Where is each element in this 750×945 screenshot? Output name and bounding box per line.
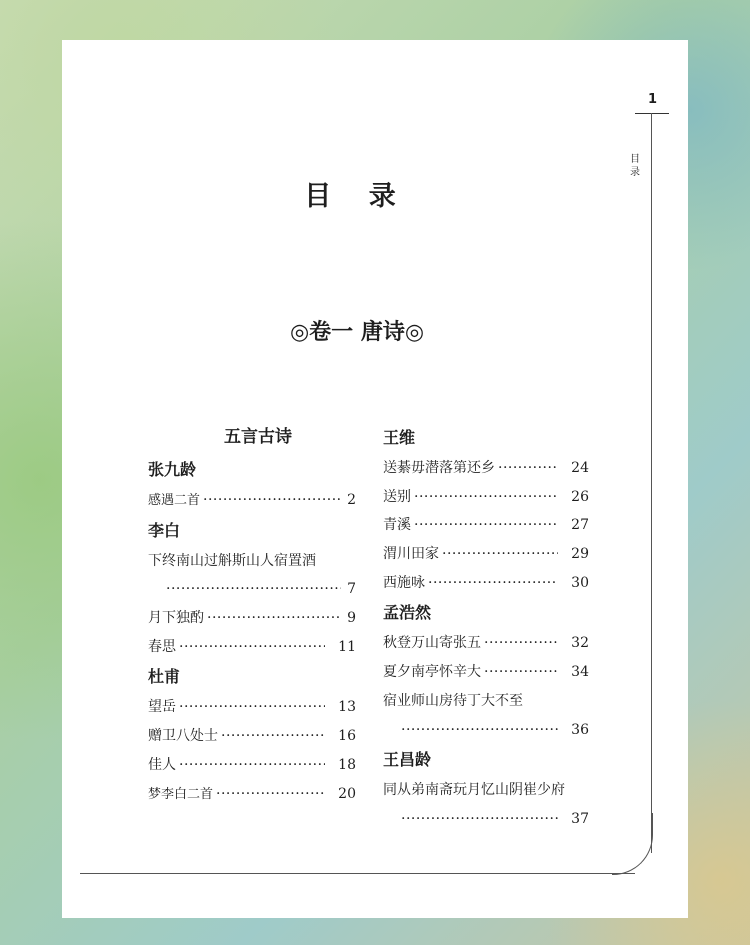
frame-line-corner (612, 813, 653, 875)
author-heading: 李白 (148, 520, 181, 540)
toc-entry-page: 34 (571, 664, 589, 681)
toc-entry-page: 26 (571, 488, 589, 505)
toc-entry-page: 7 (347, 581, 356, 598)
toc-entry[interactable] (383, 454, 589, 483)
side-tab-char: 目 (630, 154, 640, 165)
toc-entry-page: 18 (338, 756, 356, 773)
volume-heading: ◎卷一 唐诗◎ (289, 319, 425, 345)
toc-entry-title: 送綦毋潜落第还乡 (383, 460, 495, 476)
toc-entry[interactable] (148, 604, 356, 633)
page-number: 1 (648, 92, 658, 107)
toc-leader-dots (221, 722, 325, 751)
toc-leader-dots (401, 716, 558, 745)
toc-leader-dots (414, 483, 558, 512)
toc-entry-page: 9 (347, 610, 356, 627)
toc-entry-title: 青溪 (383, 517, 411, 534)
toc-entry-title: 西施咏 (383, 574, 425, 591)
toc-entry-page: 36 (571, 721, 589, 738)
genre-heading: 五言古诗 (224, 427, 292, 447)
page-title: 目 录 (304, 181, 410, 212)
toc-leader-dots (428, 569, 558, 598)
toc-entry-page: 37 (571, 810, 589, 827)
toc-entry-page: 16 (338, 728, 356, 745)
toc-leader-dots (203, 486, 341, 515)
toc-entry-page: 24 (571, 460, 589, 476)
toc-entry-continuation[interactable] (148, 575, 356, 604)
toc-entry-title[interactable]: 宿业师山房待丁大不至 (383, 692, 523, 709)
toc-entry[interactable] (383, 629, 589, 658)
toc-entry-page: 32 (571, 635, 589, 652)
toc-entry-page: 13 (338, 699, 356, 716)
author-heading: 张九龄 (148, 460, 197, 479)
toc-entry-page: 30 (571, 574, 589, 591)
toc-entry-title: 送别 (383, 488, 411, 505)
toc-entry[interactable] (383, 658, 589, 687)
toc-entry[interactable] (148, 751, 356, 780)
toc-entry-title: 秋登万山寄张五 (383, 635, 481, 652)
toc-column-left (148, 422, 356, 808)
toc-entry[interactable] (383, 569, 589, 598)
toc-entry[interactable] (383, 511, 589, 540)
author-heading: 杜甫 (148, 667, 181, 687)
toc-entry-title: 望岳 (148, 699, 176, 716)
book-page (62, 40, 688, 918)
toc-leader-dots (484, 658, 558, 687)
toc-entry[interactable] (383, 483, 589, 512)
toc-entry-page: 11 (338, 638, 356, 655)
toc-entry[interactable] (148, 633, 356, 662)
side-tab-char: 录 (630, 167, 640, 178)
toc-entry-continuation[interactable] (383, 805, 589, 834)
toc-leader-dots (207, 604, 341, 633)
toc-leader-dots (179, 693, 325, 722)
toc-entry-title: 赠卫八处士 (148, 728, 218, 745)
toc-entry-continuation[interactable] (383, 716, 589, 745)
frame-line-bottom (80, 873, 635, 874)
toc-leader-dots (401, 805, 558, 834)
toc-entry[interactable] (148, 722, 356, 751)
toc-entry-title: 梦李白二首 (148, 786, 214, 802)
toc-entry-title[interactable]: 下终南山过斛斯山人宿置酒 (148, 552, 316, 569)
toc-entry-page: 27 (571, 517, 589, 534)
toc-entry-title: 感遇二首 (148, 493, 201, 508)
toc-entry-title: 春思 (148, 638, 176, 655)
toc-entry[interactable] (383, 540, 589, 569)
toc-leader-dots (166, 575, 341, 604)
toc-entry-page: 29 (571, 546, 589, 563)
toc-entry-page: 2 (347, 492, 356, 508)
toc-entry-title: 月下独酌 (148, 610, 204, 627)
frame-line-vertical (651, 113, 652, 853)
toc-entry-title[interactable]: 同从弟南斋玩月忆山阴崔少府 (383, 782, 565, 799)
author-heading: 王昌龄 (383, 750, 432, 770)
toc-leader-dots (179, 633, 325, 662)
toc-entry-title: 渭川田家 (383, 546, 439, 563)
toc-entry-page: 20 (338, 785, 356, 802)
toc-leader-dots (498, 454, 558, 483)
toc-entry-title: 佳人 (148, 756, 176, 773)
toc-entry-title: 夏夕南亭怀辛大 (383, 664, 481, 681)
toc-column-right (383, 422, 589, 834)
toc-entry[interactable] (148, 693, 356, 722)
page-number-rule (635, 113, 669, 114)
author-heading: 王维 (383, 428, 416, 447)
toc-leader-dots (442, 540, 558, 569)
toc-leader-dots (216, 780, 325, 809)
author-heading: 孟浩然 (383, 603, 432, 623)
toc-leader-dots (484, 629, 558, 658)
toc-leader-dots (179, 751, 325, 780)
toc-entry[interactable] (148, 780, 356, 809)
toc-leader-dots (414, 511, 558, 540)
toc-entry[interactable] (148, 486, 356, 515)
